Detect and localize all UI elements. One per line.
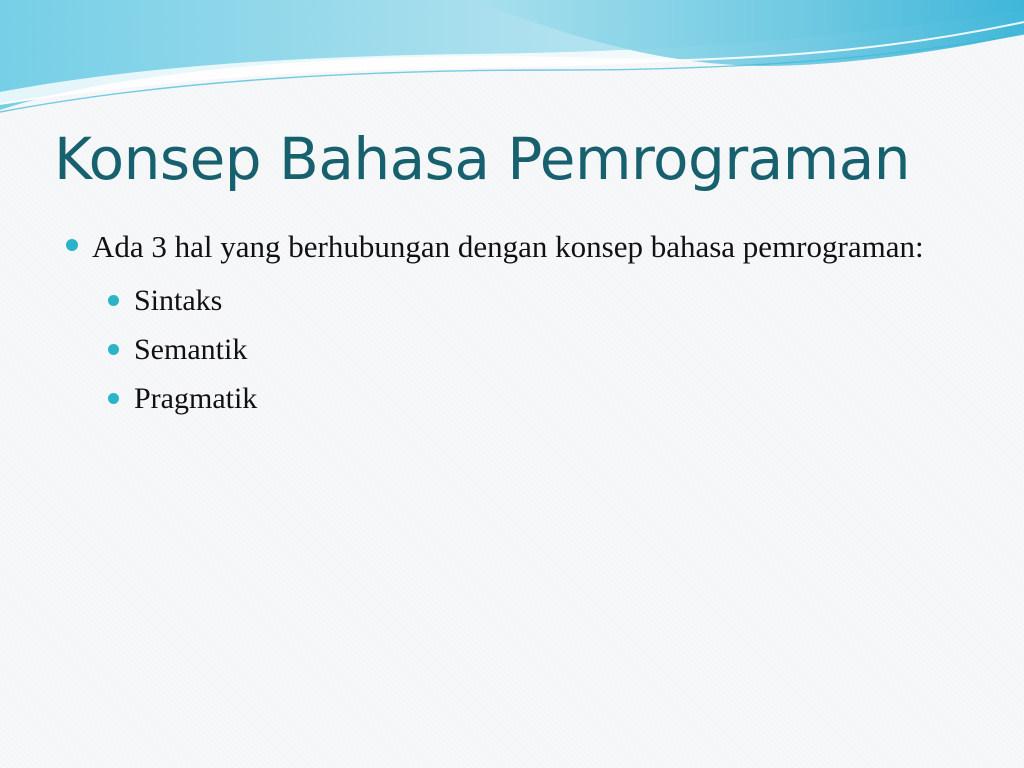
list-item bbox=[64, 226, 964, 268]
sub-list-item-text: Semantik bbox=[134, 333, 248, 366]
sub-list-item bbox=[106, 276, 964, 325]
sub-list-item bbox=[106, 325, 964, 374]
sub-bullet-list bbox=[64, 276, 964, 423]
bullet-dot-icon bbox=[108, 393, 119, 404]
bullet-dot-icon bbox=[108, 295, 119, 306]
sub-list-item-text: Pragmatik bbox=[134, 382, 258, 415]
decorative-wave-banner bbox=[0, 0, 1024, 120]
sub-list-item-text: Sintaks bbox=[134, 284, 223, 317]
bullet-dot-icon bbox=[108, 344, 119, 355]
list-item-text: Ada 3 hal yang berhubungan dengan konsep bahasa pemrograman: bbox=[92, 229, 924, 264]
sub-list-item bbox=[106, 374, 964, 423]
bullet-dot-icon bbox=[66, 239, 78, 251]
bullet-list bbox=[64, 226, 964, 423]
slide-title: Konsep Bahasa Pemrograman bbox=[54, 125, 911, 193]
